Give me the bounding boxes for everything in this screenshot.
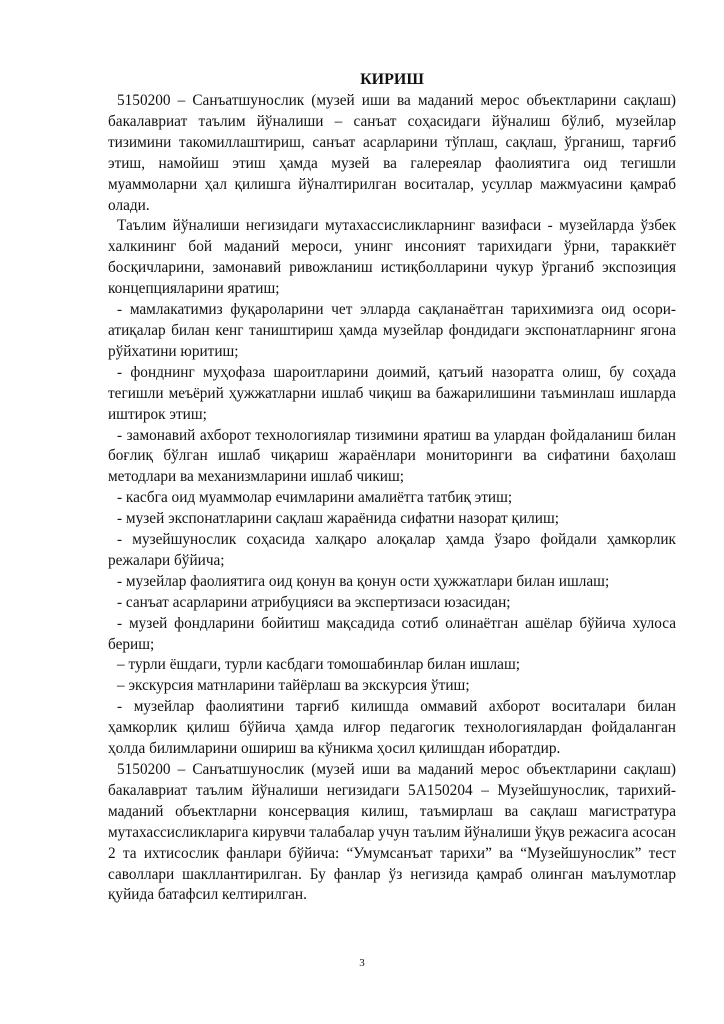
list-item: - мамлакатимиз фуқароларини чет элларда сақланаётган тарихимизга оид осори-атиқалар билан кенг таништириш ҳамда музейлар фондидаги экспонатларнинг ягона рўйхатини юритиш; [108,301,676,360]
paragraph-task: Таълим йўналиши негизидаги мутахассисликларнинг вазифаси - музейларда ўзбек халкининг бой маданий мероси, унинг инсоният тарихидаги ўрни, тараккиёт босқичларини, замонавий ривожланиш истиқболларини чукур ўрганиб экспозиция концепцияларини яратиш; [108,217,676,298]
paragraph-closing: 5150200 – Санъатшунослик (музей иши ва маданий мерос объектларини сақлаш) бакалавриат таълим йўналиши негизидаги 5А150204 – Музейшунослик, тарихий-маданий объектларни консервация килиш, таъмирлаш ва сақлаш магистратура мутахассисликларига кирувчи талабалар учун таълим йўналиши ўқув режасига асосан 2 та ихтисослик фанлари бўйича: “Умумсанъат тарихи” ва “Музейшунослик” тест саволлари шакллантирилган. Бу фанлар ўз негизида қамраб олинган маълумотлар қуйида батафсил келтирилган. [108,761,676,904]
list-item: - санъат асарларини атрибуцияси ва экспертизаси юзасидан; [117,593,511,611]
list-item: – экскурсия матнларини тайёрлаш ва экскурсия ўтиш; [117,677,470,695]
page-number: 3 [359,957,365,969]
list-item: - фонднинг муҳофаза шароитларини доимий, қатъий назоратга олиш, бу соҳада тегишли меъёрий ҳужжатларни ишлаб чиқиш ва бажарилишини таъминлаш ишларда иштирок этиш; [108,363,676,423]
list-item: - музей фондларини бойитиш мақсадида сотиб олинаётган ашёлар бўйича хулоса бериш; [108,614,676,653]
list-item: – турли ёшдаги, турли касбдаги томошабинлар билан ишлаш; [117,656,520,674]
list-item: - музейлар фаолиятини тарғиб килишда оммавий ахборот воситалари билан ҳамкорлик қилиш бўйича ҳамда илғор педагогик технологиялардан фойдаланган ҳолда билимларини ошириш ва кўникма ҳосил қилишдан иборатдир. [108,698,676,758]
list-item: - музей экспонатларини сақлаш жараёнида сифатни назорат қилиш; [117,510,560,528]
list-item: - музейлар фаолиятига оид қонун ва қонун ости ҳужжатлари билан ишлаш; [117,572,610,590]
list-item: - замонавий ахборот технологиялар тизимини яратиш ва улардан фойдаланиш билан боғлиқ бўлган ишлаб чиқариш жараёнлари мониторинги ва сифатини баҳолаш методлари ва механизмларини ишлаб чикиш; [108,426,676,486]
paragraph-intro: 5150200 – Санъатшунослик (музей иши ва маданий мерос объектларини сақлаш) бакалавриат таълим йўналиши – санъат соҳасидаги йўналиш бўлиб, музейлар тизимини такомиллаштириш, санъат асарларини тўплаш, сақлаш, ўрганиш, тарғиб этиш, намойиш этиш ҳамда музей ва галереялар фаолиятига оид тегишли муаммоларни ҳал қилишга йўналтирилган воситалар, усуллар мажмуасини қамраб олади. [108,92,676,214]
page-title: КИРИШ [360,71,424,88]
list-item: - касбга оид муаммолар ечимларини амалиётга татбиқ этиш; [117,489,513,507]
document-page [108,70,676,906]
list-item: - музейшунослик соҳасида халқаро алоқалар ҳамда ўзаро фойдали ҳамкорлик режалари бўйича; [108,531,676,569]
